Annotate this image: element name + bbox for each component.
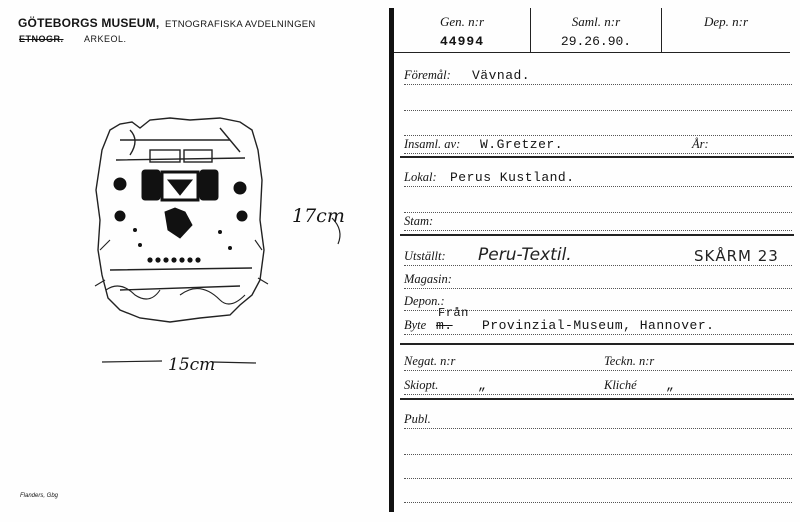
rule-2 (400, 234, 794, 236)
foremal-extra-row-2 (404, 117, 792, 136)
byte-row (404, 306, 792, 335)
stam-label: Stam: (404, 214, 437, 229)
magasin-row (404, 270, 792, 289)
byte-above: Från (438, 306, 469, 320)
dep-cell (662, 8, 790, 53)
ar-label: År: (688, 137, 713, 152)
depon-label: Depon.: (404, 294, 449, 309)
museum-heading (18, 16, 316, 30)
dep-label: Dep. n:r (703, 14, 749, 29)
foremal-row (404, 66, 792, 85)
saml-cell (531, 8, 662, 53)
skiopt-row (404, 376, 792, 395)
height-annotation: 17cm (292, 205, 345, 227)
byte-struck: m. (436, 318, 453, 333)
foremal-extra-row (404, 92, 792, 111)
struck-subdivision: ETNOGR. (19, 34, 64, 44)
publ-row (404, 410, 792, 429)
publ-extra-row-2 (404, 460, 792, 479)
rule-1 (400, 156, 794, 158)
publ-extra-row-3 (404, 484, 792, 503)
left-panel (0, 0, 388, 522)
department-name: ETNOGRAFISKA AVDELNINGEN (164, 19, 316, 30)
publ-label: Publ. (404, 412, 435, 427)
utstallt-row (404, 247, 792, 266)
rule-3 (400, 343, 794, 345)
textile-drawing (80, 100, 280, 330)
museum-name: GÖTEBORGS MUSEUM, (18, 16, 160, 30)
catalogue-card (394, 0, 800, 522)
saml-value: 29.26.90. (560, 34, 632, 49)
utstallt-extra: SKÅRM 23 (694, 247, 779, 265)
utstallt-label: Utställt: (404, 249, 450, 264)
kliche-label: Kliché (600, 378, 641, 393)
publ-extra-row-1 (404, 436, 792, 455)
width-annotation: 15cm (168, 355, 216, 375)
insaml-label: Insaml. av: (404, 137, 464, 152)
gen-cell (394, 8, 531, 53)
subdivision: ARKEOL. (84, 34, 127, 44)
magasin-label: Magasin: (404, 272, 456, 287)
lokal-extra-row (404, 194, 792, 213)
foremal-value: Vävnad. (472, 68, 531, 83)
printer-mark: Flanders, Gbg (20, 493, 59, 499)
teckn-label: Teckn. n:r (600, 354, 658, 369)
insaml-row (404, 135, 792, 154)
negat-label: Negat. n:r (404, 354, 459, 369)
lokal-value: Perus Kustland. (450, 170, 575, 185)
kliche-value: „ (666, 378, 675, 393)
lokal-label: Lokal: (404, 170, 441, 185)
negat-row (404, 352, 792, 371)
byte-value: Provinzial-Museum, Hannover. (482, 318, 715, 333)
saml-label: Saml. n:r (571, 14, 621, 29)
gen-value: 44994 (439, 34, 484, 49)
skiopt-value: „ (478, 378, 487, 393)
height-bracket (330, 216, 350, 246)
rule-4 (400, 398, 794, 400)
gen-label: Gen. n:r (439, 14, 485, 29)
insaml-value: W.Gretzer. (480, 137, 564, 152)
foremal-label: Föremål: (404, 68, 455, 83)
utstallt-value: Peru-Textil. (478, 245, 572, 265)
stam-row (404, 212, 792, 231)
lokal-row (404, 168, 792, 187)
byte-label: Byte (404, 318, 430, 333)
skiopt-label: Skiopt. (404, 378, 442, 393)
